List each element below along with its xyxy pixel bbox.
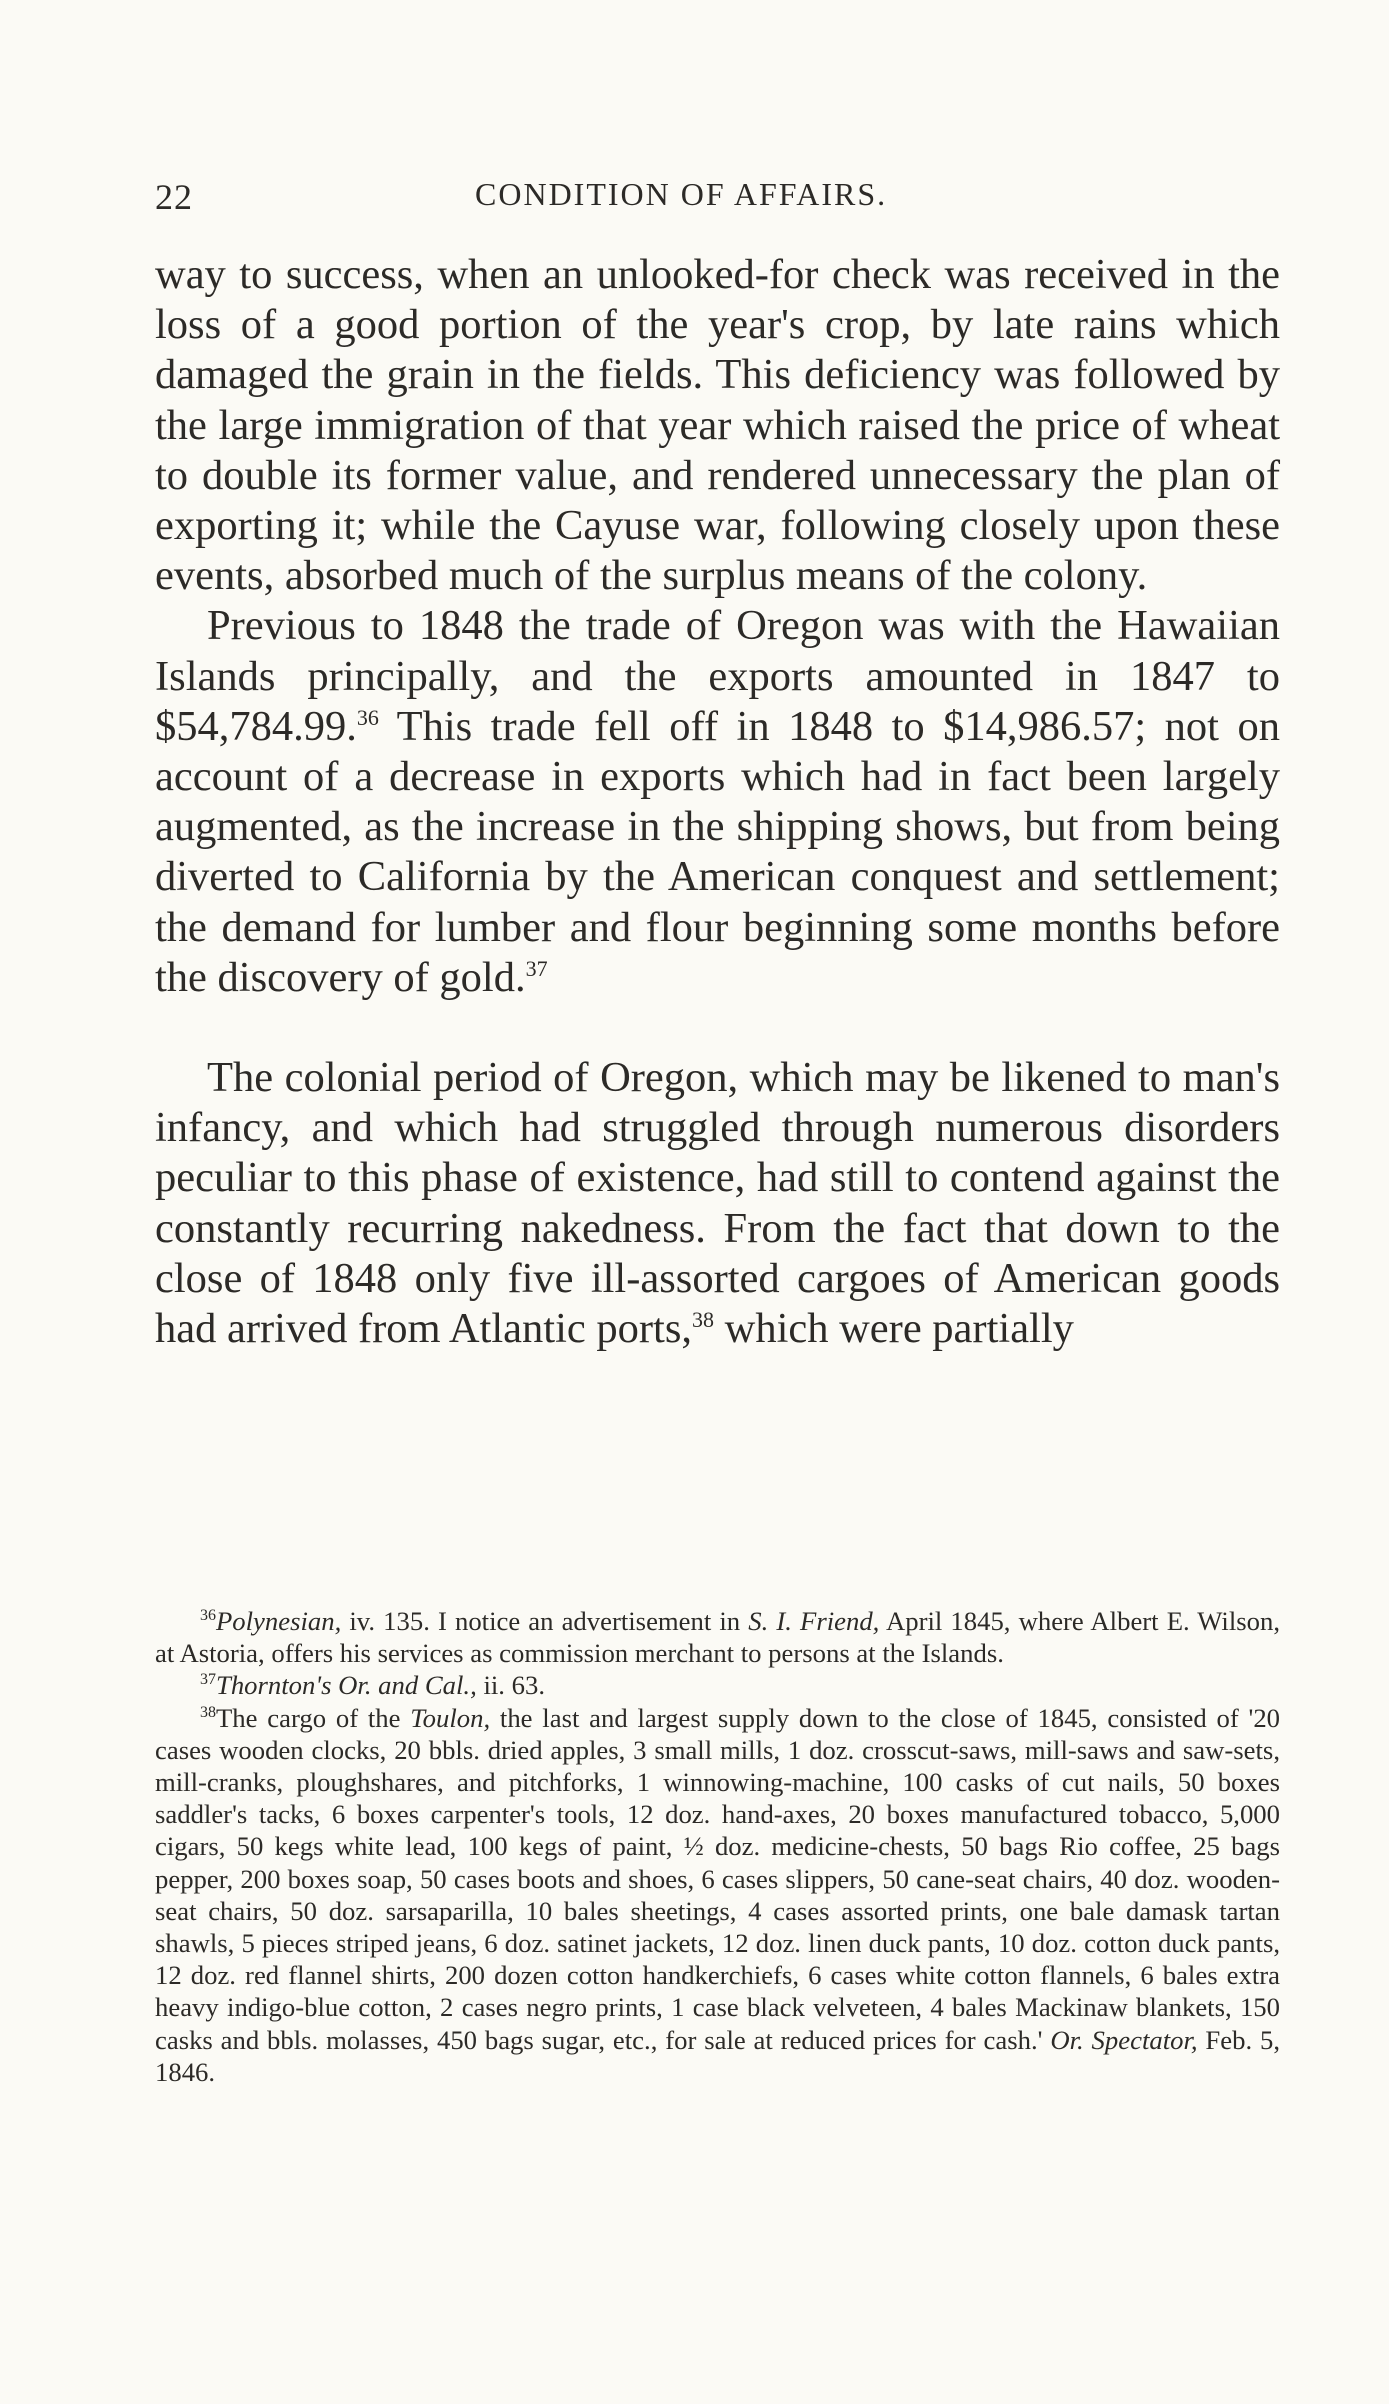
running-head: CONDITION OF AFFAIRS. [475, 176, 888, 212]
footnote-38 [155, 1702, 1280, 2088]
footnote-number: 38 [200, 1703, 216, 1721]
footnote-ref-36: 36 [356, 704, 379, 730]
footnotes [155, 1605, 1280, 2088]
footnote-36 [155, 1605, 1280, 1669]
main-text [155, 250, 1280, 1354]
footnote-source-title: Polynesian, [216, 1606, 342, 1636]
footnote-text: Feb. 5, 1846. [155, 2024, 1281, 2087]
footnote-text: The cargo of the [216, 1702, 411, 1733]
footnote-ref-38: 38 [692, 1306, 714, 1332]
footnote-source-title: Thornton's Or. and Cal., [216, 1670, 477, 1701]
page-number: 22 [155, 177, 193, 217]
footnote-source-title: S. I. Friend, [748, 1606, 880, 1636]
footnote-source-title: Or. Spectator, [1050, 2024, 1198, 2055]
paragraph-3-text-a: The colonial period of Oregon, which may be likened to man's infancy, and which had struggled through numerous disorders peculiar to this phase of existence, had still to contend against the constantly recurring nakedness. From the fact that down to the close of 1848 only five ill-assorted cargoes of American goods had arrived from Atlantic ports, [155, 1054, 1280, 1353]
footnote-text: April 1845, where Albert E. Wilson, at Astoria, offers his services as commission merchant to persons at the Islands. [155, 1606, 1280, 1669]
footnote-ship-name: Toulon, [410, 1702, 491, 1733]
paragraph-gap [155, 1003, 1280, 1053]
paragraph-2-text-b: This trade fell off in 1848 to $14,986.57; not on account of a decrease in exports which had in fact been largely augmented, as the increase in the shipping shows, but from being diverted to California by the American conquest and settlement; the demand for lumber and flour beginning some months before the discovery of gold. [155, 702, 1280, 1001]
footnote-37 [155, 1669, 1280, 1701]
paragraph-2 [155, 601, 1280, 1003]
footnote-number: 36 [200, 1607, 216, 1625]
paragraph-2-text-a: Previous to 1848 the trade of Oregon was with the Hawaiian Islands principally, and the exports amounted in 1847 to $54,784.99. [155, 602, 1280, 750]
paragraph-1: way to success, when an unlooked-for check was received in the loss of a good portion of the year's crop, by late rains which damaged the grain in the fields. This deficiency was followed by the large immigration of that year which raised the price of wheat to double its former value, and rendered unnecessary the plan of exporting it; while the Cayuse war, following closely upon these events, absorbed much of the surplus means of the colony. [155, 251, 1280, 600]
footnote-text: ii. 63. [476, 1670, 545, 1701]
page-header [155, 176, 1280, 226]
footnote-text: iv. 135. I notice an advertisement in [341, 1606, 749, 1636]
footnote-text: the last and largest supply down to the close of 1845, consisted of '20 cases wooden clocks, 20 bbls. dried apples, 3 small mills, 1 doz. crosscut-saws, mill-saws and saw-sets, mill-cranks, ploughshares, and pitchforks, 1 winnowing-machine, 100 casks of cut nails, 50 boxes saddler's tacks, 6 boxes carpenter's tools, 12 doz. hand-axes, 20 boxes manufactured tobacco, 5,000 cigars, 50 kegs white lead, 100 kegs of paint, ½ doz. medicine-chests, 50 bags Rio coffee, 25 bags pepper, 200 boxes soap, 50 cases boots and shoes, 6 cases slippers, 50 cane-seat chairs, 40 doz. wooden-seat chairs, 50 doz. sarsaparilla, 10 bales sheetings, 4 cases assorted prints, one bale damask tartan shawls, 5 pieces striped jeans, 6 doz. satinet jackets, 12 doz. linen duck pants, 10 doz. cotton duck pants, 12 doz. red flannel shirts, 200 dozen cotton handkerchiefs, 6 cases white cotton flannels, 6 bales extra heavy indigo-blue cotton, 2 cases negro prints, 1 case black velveteen, 4 bales Mackinaw blankets, 150 casks and bbls. molasses, 450 bags sugar, etc., for sale at reduced prices for cash.' [155, 1702, 1281, 2055]
paragraph-3-text-b: which were partially [714, 1305, 1074, 1353]
footnote-number: 37 [200, 1671, 216, 1689]
footnote-ref-37: 37 [525, 955, 548, 981]
paragraph-3 [155, 1053, 1280, 1354]
